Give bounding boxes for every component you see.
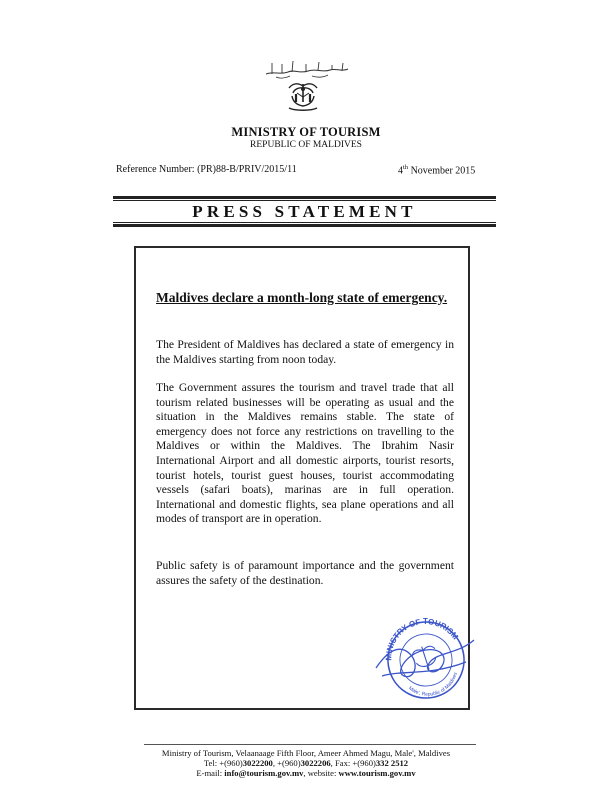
title-rule-top-thin [113, 200, 496, 201]
tel-number-2: 3022206 [300, 758, 331, 768]
bismillah-calligraphy [262, 58, 352, 80]
tel-label: Tel: +(960) [203, 758, 243, 768]
statement-paragraph-1: The President of Maldives has declared a state of emergency in the Maldives starting from noon today. [156, 338, 454, 366]
republic-name: REPUBLIC OF MALDIVES [250, 140, 362, 150]
page-title: PRESS STATEMENT [192, 202, 417, 221]
stamp-seal [375, 610, 476, 700]
statement-paragraph-2: The Government assures the tourism and travel trade that all tourism related businesses will be operating as usual and the situation in the Maldives remains stable. The state of emergency does not force any restrictions on travelling to the Maldives or within the Maldives. The Ibrahim Nasir International Airport and all domestic airports, tourist resorts, tourist hotels, tourist guest houses, tourist accommodating vessels (safari boats), marinas are in full operation. International and domestic flights, sea plane operations and all modes of transport are in operation. [156, 381, 454, 526]
stamp-bottom-text: Male', Republic of Maldives [407, 671, 459, 698]
statement-headline: Maldives declare a month-long state of emergency. [156, 290, 448, 305]
footer-web [0, 768, 612, 778]
footer-rule [144, 744, 476, 745]
title-rule-bottom-thin [113, 222, 496, 223]
maldives-emblem-icon [283, 80, 323, 114]
date-suffix: th [403, 164, 409, 171]
fax-number: 332 2512 [375, 758, 409, 768]
date-month-year: November 2015 [408, 165, 476, 177]
tel-separator: , +(960) [272, 758, 301, 768]
title-rule-bottom-thick [113, 224, 496, 227]
ministry-name: MINISTRY OF TOURISM [231, 125, 381, 139]
footer-address: Ministry of Tourism, Velaanaage Fifth Floor, Ameer Ahmed Magu, Male', Maldives [161, 748, 451, 758]
statement-paragraph-3: Public safety is of paramount importance and the government assures the safety of the destination. [156, 559, 454, 587]
website-link[interactable]: www.tourism.gov.mv [338, 768, 416, 778]
reference-number: Reference Number: (PR)88-B/PRIV/2015/11 [116, 164, 297, 175]
email-link[interactable]: info@tourism.gov.mv [224, 768, 304, 778]
fax-label: , Fax: +(960) [330, 758, 376, 768]
footer-contact [0, 758, 612, 768]
date-day: 4 [398, 165, 403, 177]
document-date [398, 164, 475, 176]
svg-text:MINISTRY OF TOURISM [375, 610, 461, 664]
tel-number-1: 3022200 [242, 758, 273, 768]
ministry-stamp [370, 610, 480, 700]
email-label: E-mail: [196, 768, 225, 778]
title-rule-top-thick [113, 196, 496, 199]
website-label: , website: [303, 768, 339, 778]
stamp-top-text: MINISTRY OF TOURISM [384, 617, 460, 661]
